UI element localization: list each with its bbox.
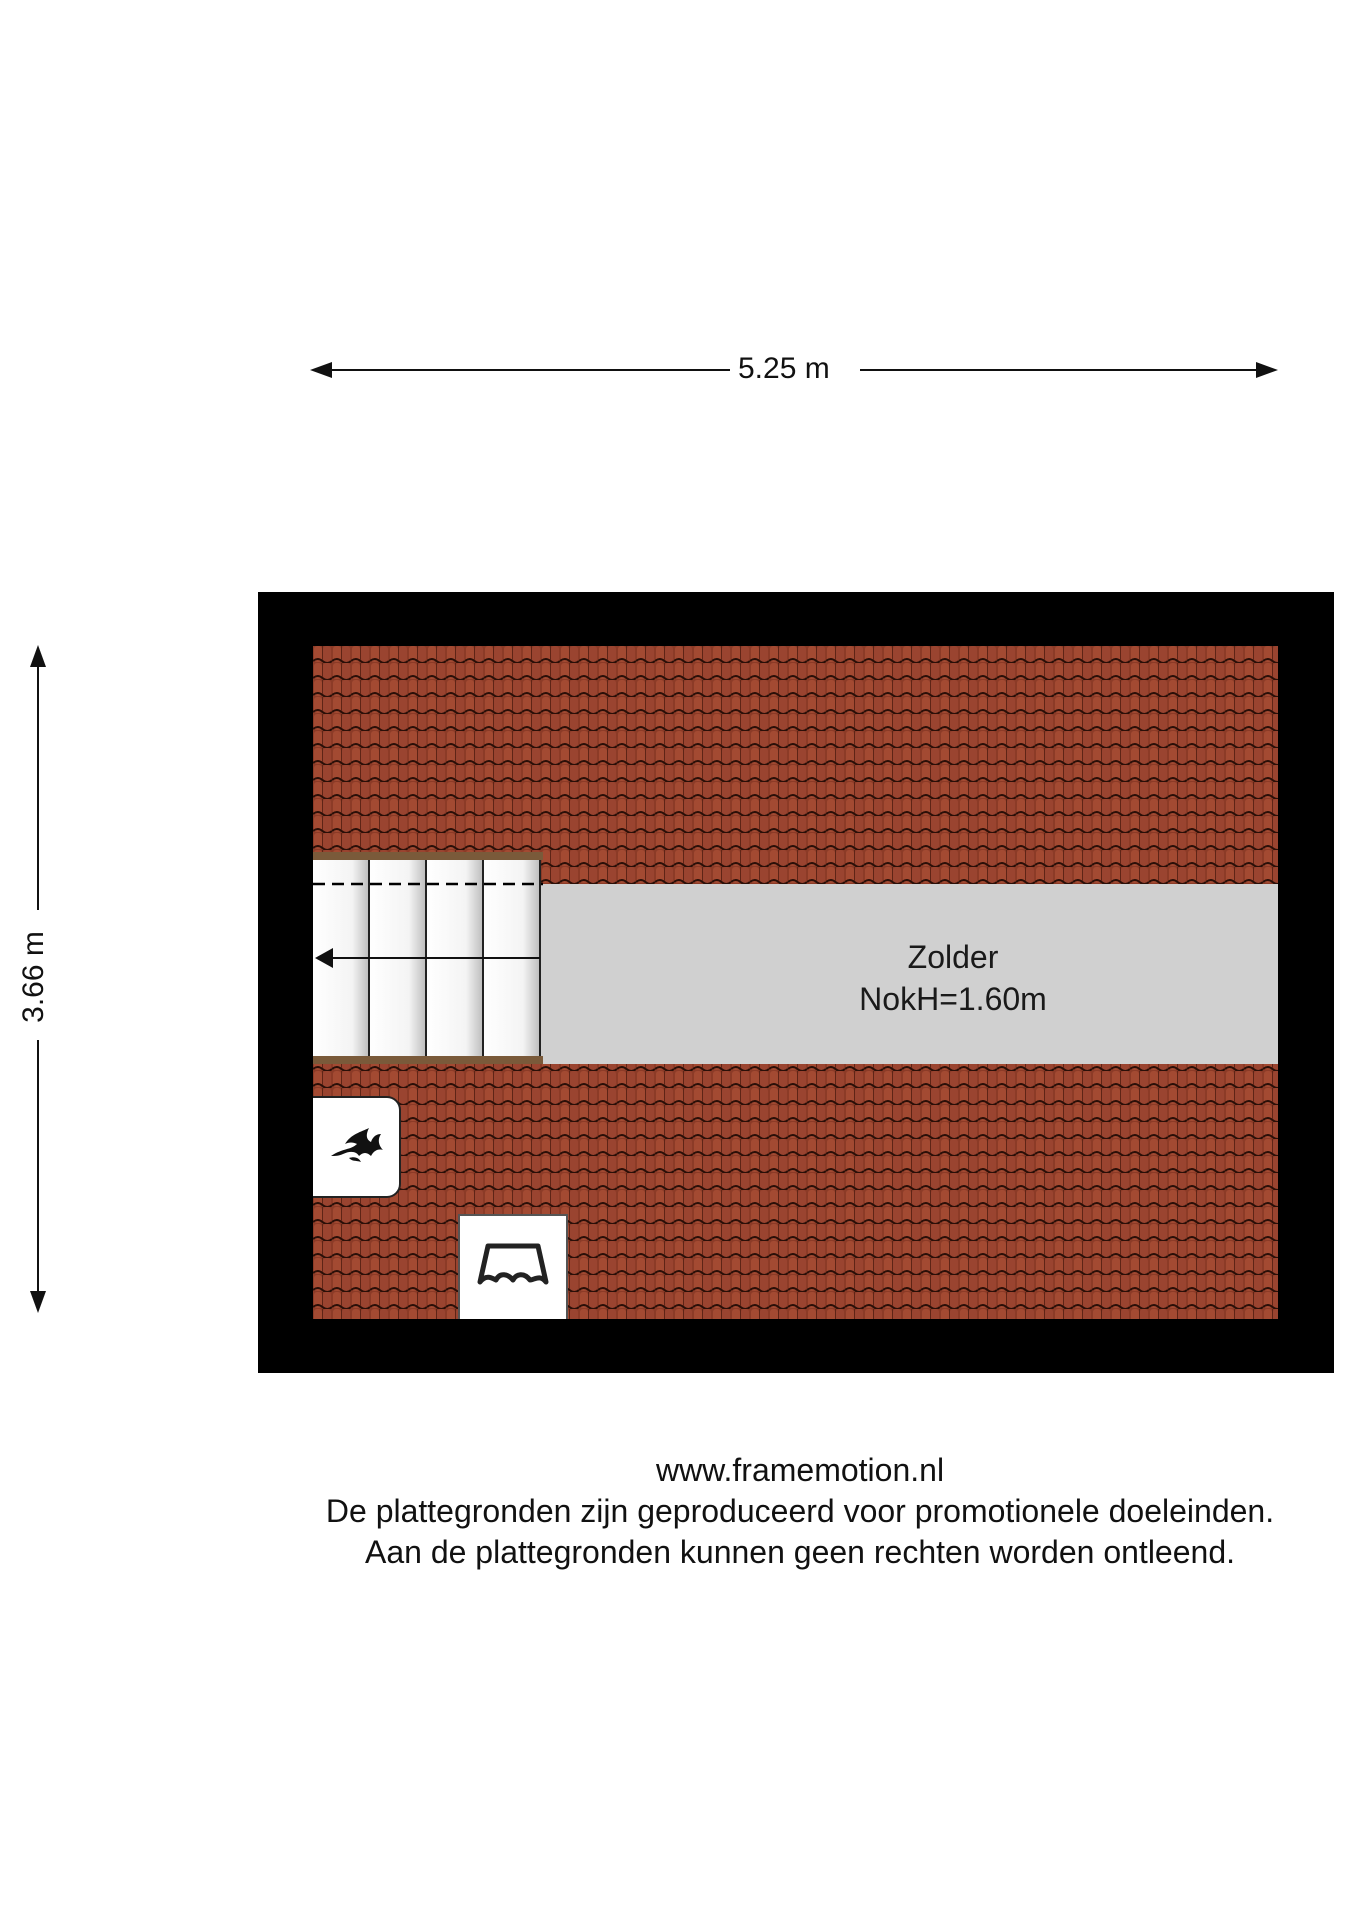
- disclaimer-line-1: De plattegronden zijn geproduceerd voor promotionele doeleinden.: [325, 1493, 1275, 1529]
- room-label: [803, 936, 1103, 1020]
- room-name: Zolder: [907, 939, 999, 975]
- ridge-height: NokH=1.60m: [859, 981, 1047, 1017]
- disclaimer-line-2: Aan de plattegronden kunnen geen rechten worden ontleend.: [364, 1534, 1235, 1570]
- flame-icon: [313, 1098, 399, 1196]
- skylight-icon: [460, 1216, 566, 1319]
- website-text: www.framemotion.nl: [655, 1452, 945, 1488]
- height-label: 3.66 m: [16, 931, 50, 1023]
- footer-disclaimer: [200, 1450, 1358, 1573]
- skylight: [458, 1214, 568, 1319]
- width-label: 5.25 m: [738, 352, 830, 385]
- heater: [313, 1096, 401, 1198]
- roof-area: [313, 646, 1278, 1319]
- staircase: [313, 852, 543, 1064]
- floor-plan: [258, 592, 1334, 1373]
